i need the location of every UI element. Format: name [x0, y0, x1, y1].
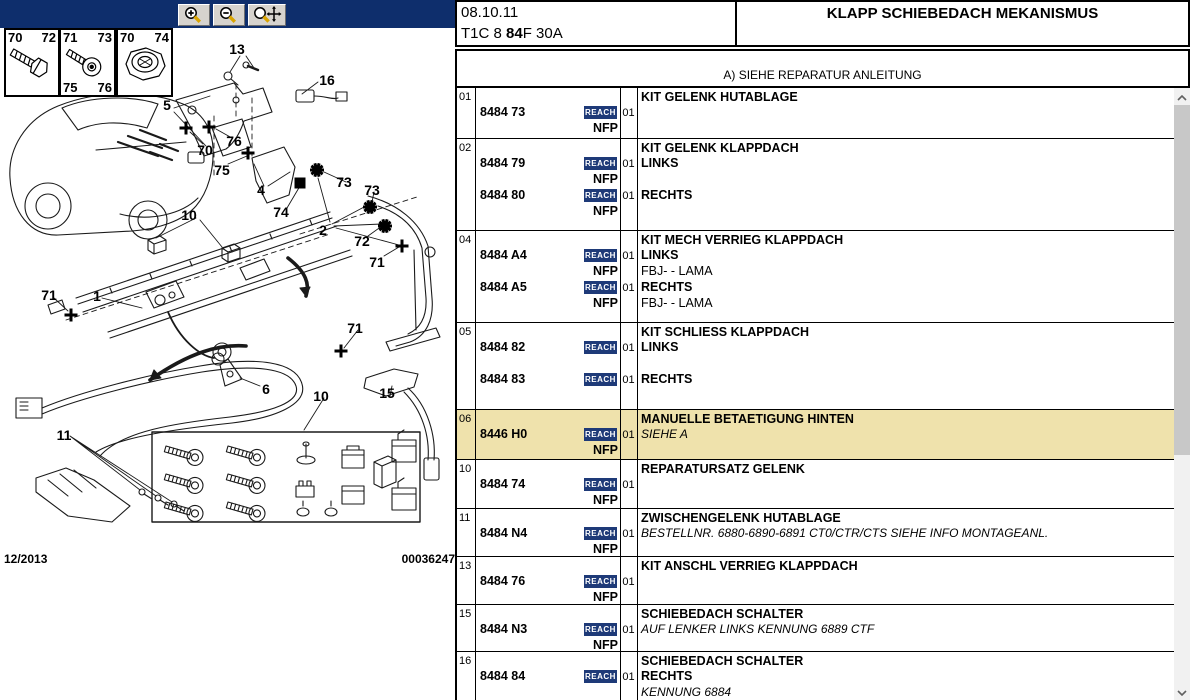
rail-assembly	[48, 212, 352, 338]
fastener-label: 74	[154, 30, 169, 45]
item-number: 10	[459, 463, 472, 475]
item-number: 11	[459, 512, 471, 524]
top-bracket	[176, 83, 272, 156]
reach-badge[interactable]: REACH	[585, 625, 616, 634]
table-row-06[interactable]	[457, 410, 1174, 460]
fastener-label: 73	[97, 30, 112, 45]
item-number: 01	[459, 91, 472, 103]
diagram-callout-73[interactable]: 73	[364, 182, 380, 198]
reach-badge[interactable]: REACH	[585, 672, 616, 681]
reference-prefix: T1C 8	[461, 25, 507, 42]
part-side-label: LINKS	[641, 156, 679, 170]
diagram-callout-71[interactable]: 71	[347, 320, 363, 336]
column-divider	[637, 139, 638, 230]
quantity: 01	[622, 158, 635, 170]
diagram-callout-71[interactable]: 71	[369, 254, 385, 270]
item-number: 16	[459, 655, 472, 667]
table-row-10[interactable]	[457, 460, 1174, 509]
zoom-out-icon	[218, 6, 240, 24]
nfp-flag: NFP	[593, 172, 618, 186]
quantity: 01	[622, 374, 635, 386]
part-number[interactable]: 8484 79	[480, 156, 526, 170]
header-title-cell	[735, 0, 1190, 47]
part-number[interactable]: 8484 83	[480, 372, 526, 386]
part-note: FBJ- - LAMA	[641, 264, 713, 278]
reference-family: 84	[506, 25, 523, 42]
square-marker	[295, 178, 306, 189]
zoom-out-button[interactable]	[213, 4, 245, 26]
nfp-flag: NFP	[593, 493, 618, 507]
part-description: SCHIEBEDACH SCHALTER	[641, 607, 804, 621]
zoom-in-icon	[183, 6, 205, 24]
diagram-callout-74[interactable]: 74	[273, 204, 289, 220]
diagram-callout-71[interactable]: 71	[41, 287, 57, 303]
column-divider	[637, 652, 638, 700]
reach-badge[interactable]: REACH	[585, 159, 616, 168]
nfp-flag: NFP	[593, 638, 618, 652]
part-description: ZWISCHENGELENK HUTABLAGE	[641, 511, 841, 525]
column-divider	[637, 231, 638, 322]
fastener-box-1	[4, 28, 60, 97]
part-number[interactable]: 8484 76	[480, 574, 526, 588]
reach-badge[interactable]: REACH	[585, 343, 616, 352]
header-date: 08.10.11	[461, 4, 519, 21]
nfp-flag: NFP	[593, 204, 618, 218]
nfp-flag: NFP	[593, 443, 618, 457]
diagram-callout-6[interactable]: 6	[262, 381, 270, 397]
part-number[interactable]: 8484 84	[480, 669, 526, 683]
part-number[interactable]: 8484 82	[480, 340, 526, 354]
page-title: KLAPP SCHIEBEDACH MEKANISMUS	[826, 5, 1099, 22]
quantity: 01	[622, 107, 635, 119]
column-divider	[637, 460, 638, 508]
exploded-diagram	[0, 28, 455, 700]
quantity: 01	[622, 576, 635, 588]
part-description: KIT MECH VERRIEG KLAPPDACH	[641, 233, 844, 247]
part-description: KIT ANSCHL VERRIEG KLAPPDACH	[641, 559, 858, 573]
fastener-label: 75	[63, 80, 78, 95]
part-note: BESTELLNR. 6880-6890-6891 CT0/CTR/CTS SIEHE INFO MONTAGEANL.	[641, 526, 1049, 540]
part-number[interactable]: 8484 73	[480, 105, 526, 119]
chevron-up-icon	[1177, 88, 1187, 106]
reference-suffix: F 30A	[522, 25, 563, 42]
reach-badge[interactable]: REACH	[585, 480, 616, 489]
part-number[interactable]: 8484 N3	[480, 622, 528, 636]
part-side-label: RECHTS	[641, 280, 693, 294]
zoom-pan-icon	[252, 6, 282, 24]
part-note: SIEHE A	[641, 427, 688, 441]
part-number[interactable]: 8484 A5	[480, 280, 527, 294]
part-number[interactable]: 8484 A4	[480, 248, 527, 262]
fastener-label: 72	[41, 30, 56, 45]
item-number: 15	[459, 608, 472, 620]
diagram-callout-16[interactable]: 16	[319, 72, 335, 88]
diagram-callout-72[interactable]: 72	[354, 233, 370, 249]
quantity: 01	[622, 479, 635, 491]
table-row-01[interactable]	[457, 88, 1174, 139]
part-description: SCHIEBEDACH SCHALTER	[641, 654, 804, 668]
column-divider	[475, 323, 476, 409]
quantity: 01	[622, 429, 635, 441]
nfp-flag: NFP	[593, 264, 618, 278]
scroll-down-button[interactable]	[1174, 683, 1190, 700]
table-row-02[interactable]	[457, 139, 1174, 231]
column-divider	[637, 410, 638, 459]
parts-table	[455, 88, 1174, 700]
part-description: REPARATURSATZ GELENK	[641, 462, 805, 476]
diagram-line-art	[0, 28, 455, 573]
reach-badge[interactable]: REACH	[585, 283, 616, 292]
diagram-callout-5[interactable]: 5	[163, 97, 171, 113]
quantity: 01	[622, 282, 635, 294]
part-description: KIT GELENK HUTABLAGE	[641, 90, 798, 104]
latch-15	[364, 369, 439, 480]
diagram-panel	[0, 0, 455, 700]
scroll-up-button[interactable]	[1174, 88, 1190, 105]
diagram-callout-11[interactable]: 11	[56, 427, 72, 443]
column-divider	[475, 652, 476, 700]
fastener-label: 76	[97, 80, 112, 95]
table-row-16[interactable]	[457, 652, 1174, 700]
part-number[interactable]: 8484 N4	[480, 526, 528, 540]
table-row-15[interactable]	[457, 605, 1174, 652]
fastener-label: 70	[8, 30, 23, 45]
column-divider	[637, 605, 638, 651]
quantity: 01	[622, 190, 635, 202]
item-number: 05	[459, 326, 472, 338]
nfp-flag: NFP	[593, 121, 618, 135]
part-side-label: LINKS	[641, 340, 679, 354]
part-side-label: RECHTS	[641, 188, 693, 202]
diagram-callout-73[interactable]: 73	[336, 174, 352, 190]
diagram-callout-13[interactable]: 13	[229, 41, 245, 57]
diagram-number: 00036247	[401, 552, 455, 566]
reach-badge[interactable]: REACH	[585, 529, 616, 538]
header-reference	[461, 25, 563, 42]
fastener-label: 71	[63, 30, 78, 45]
part-side-label: RECHTS	[641, 669, 693, 683]
nfp-flag: NFP	[593, 296, 618, 310]
diagram-toolbar	[0, 0, 455, 28]
reach-badge[interactable]: REACH	[585, 251, 616, 260]
diagram-callout-1[interactable]: 1	[93, 288, 101, 304]
part-description: MANUELLE BETAETIGUNG HINTEN	[641, 412, 854, 426]
star-marker	[363, 200, 377, 214]
nfp-flag: NFP	[593, 542, 618, 556]
part-description: KIT GELENK KLAPPDACH	[641, 141, 799, 155]
column-divider	[637, 323, 638, 409]
part-note: AUF LENKER LINKS KENNUNG 6889 CTF	[641, 622, 875, 636]
diagram-callout-2[interactable]: 2	[319, 222, 327, 238]
zoom-in-button[interactable]	[178, 4, 210, 26]
fastener-box-3	[116, 28, 173, 97]
reach-badge[interactable]: REACH	[585, 430, 616, 439]
kit-box	[152, 430, 420, 523]
star-marker	[310, 163, 324, 177]
column-divider	[620, 323, 621, 409]
header-date-cell	[455, 0, 737, 47]
quantity: 01	[622, 342, 635, 354]
reach-badge[interactable]: REACH	[585, 191, 616, 200]
plus-marker	[335, 345, 348, 358]
fastener-box-2	[59, 28, 116, 97]
part-number[interactable]: 8446 H0	[480, 427, 528, 441]
column-divider	[637, 557, 638, 604]
diagram-callout-4[interactable]: 4	[257, 182, 265, 198]
repair-note: A) SIEHE REPARATUR ANLEITUNG	[723, 68, 922, 82]
part-description: KIT SCHLIESS KLAPPDACH	[641, 325, 810, 339]
part-note: FBJ- - LAMA	[641, 296, 713, 310]
parts-panel	[455, 0, 1190, 700]
plus-marker	[203, 121, 216, 134]
diagram-callout-15[interactable]: 15	[379, 385, 395, 401]
repair-note-box	[455, 49, 1190, 88]
part-note: KENNUNG 6884	[641, 685, 732, 699]
diagram-date: 12/2013	[4, 552, 48, 566]
plus-marker	[242, 147, 255, 160]
part-side-label: RECHTS	[641, 372, 693, 386]
diagram-callout-75[interactable]: 75	[214, 162, 230, 178]
table-row-11[interactable]	[457, 509, 1174, 557]
scrollbar-thumb[interactable]	[1174, 105, 1190, 455]
part-number[interactable]: 8484 74	[480, 477, 526, 491]
quantity: 01	[622, 624, 635, 636]
plus-marker	[180, 122, 193, 135]
part-number[interactable]: 8484 80	[480, 188, 526, 202]
plus-marker	[65, 309, 78, 322]
quantity: 01	[622, 528, 635, 540]
kit-screws	[163, 441, 267, 523]
column-divider	[620, 231, 621, 322]
star-marker	[378, 219, 392, 233]
zoom-pan-button[interactable]	[248, 4, 286, 26]
diagram-callout-76[interactable]: 76	[226, 133, 242, 149]
plus-marker	[396, 240, 409, 253]
part-side-label: LINKS	[641, 248, 679, 262]
table-row-05[interactable]	[457, 323, 1174, 410]
fastener-label: 70	[120, 30, 135, 45]
item-number: 04	[459, 234, 472, 246]
chevron-down-icon	[1177, 683, 1187, 700]
nfp-flag: NFP	[593, 590, 618, 604]
table-row-13[interactable]	[457, 557, 1174, 605]
scrollbar[interactable]	[1174, 88, 1190, 700]
column-divider	[637, 88, 638, 138]
quantity: 01	[622, 250, 635, 262]
diagram-callout-10[interactable]: 10	[181, 207, 197, 223]
column-divider	[637, 509, 638, 556]
reach-badge[interactable]: REACH	[585, 577, 616, 586]
diagram-callout-70[interactable]: 70	[197, 142, 213, 158]
item-number: 06	[459, 413, 472, 425]
reach-badge[interactable]: REACH	[585, 108, 616, 117]
table-row-04[interactable]	[457, 231, 1174, 323]
item-number: 13	[459, 560, 472, 572]
item-number: 02	[459, 142, 472, 154]
column-divider	[620, 139, 621, 230]
diagram-callout-10[interactable]: 10	[313, 388, 329, 404]
quantity: 01	[622, 671, 635, 683]
reach-badge[interactable]: REACH	[585, 375, 616, 384]
